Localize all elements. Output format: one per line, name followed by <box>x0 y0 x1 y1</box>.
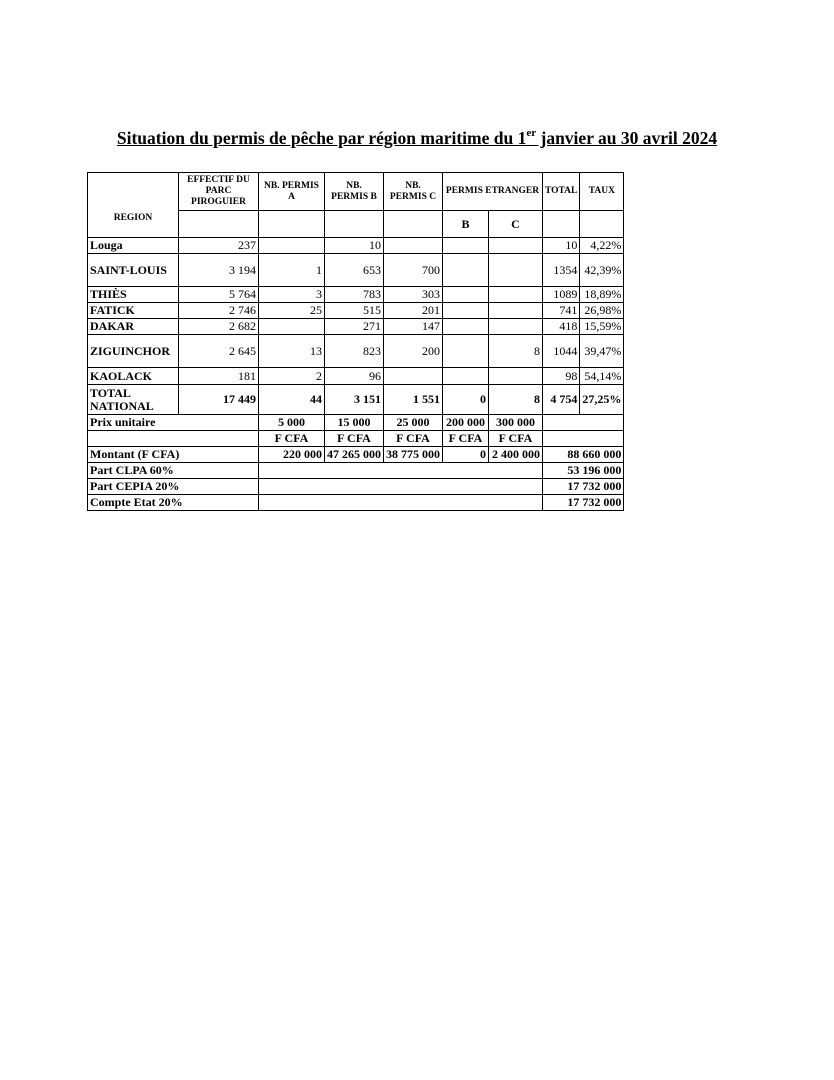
part-row: Compte Etat 20% 17 732 000 <box>88 495 624 511</box>
table-row: Louga 237 10 10 4,22% <box>88 238 624 254</box>
header-etranger-b: B <box>443 211 489 238</box>
header-region: REGION <box>88 211 179 238</box>
header-taux: TAUX <box>580 173 624 211</box>
table-row: KAOLACK 181 2 96 98 54,14% <box>88 368 624 385</box>
table-row: THIÈS 5 764 3 783 303 1089 18,89% <box>88 287 624 303</box>
prix-unitaire-row: Prix unitaire 5 000 15 000 25 000 200 000 300 000 <box>88 415 624 431</box>
table-row: FATICK 2 746 25 515 201 741 26,98% <box>88 303 624 319</box>
currency-row: F CFA F CFA F CFA F CFA F CFA <box>88 431 624 447</box>
montant-row: Montant (F CFA) 220 000 47 265 000 38 775 000 0 2 400 000 88 660 000 <box>88 447 624 463</box>
total-national-row: TOTAL NATIONAL 17 449 44 3 151 1 551 0 8 4 754 27,25% <box>88 385 624 415</box>
table-row: SAINT-LOUIS 3 194 1 653 700 1354 42,39% <box>88 254 624 287</box>
header-etranger-c: C <box>489 211 543 238</box>
part-row: Part CLPA 60% 53 196 000 <box>88 463 624 479</box>
permit-table <box>87 172 624 511</box>
header-total: TOTAL <box>543 173 580 211</box>
header-permis-a: NB. PERMIS A <box>259 173 325 211</box>
header-permis-b: NB. PERMIS B <box>325 173 384 211</box>
header-permis-c: NB. PERMIS C <box>384 173 443 211</box>
document-title: Situation du permis de pêche par région maritime du 1er janvier au 30 avril 2024 <box>116 127 718 148</box>
table-row: DAKAR 2 682 271 147 418 15,59% <box>88 319 624 335</box>
header-row <box>88 173 624 211</box>
subheader-row <box>88 211 624 238</box>
part-row: Part CEPIA 20% 17 732 000 <box>88 479 624 495</box>
table-row: ZIGUINCHOR 2 645 13 823 200 8 1044 39,47% <box>88 335 624 368</box>
header-permis-etranger: PERMIS ETRANGER <box>443 173 543 211</box>
header-effectif: EFFECTIF DU PARC PIROGUIER <box>179 173 259 211</box>
